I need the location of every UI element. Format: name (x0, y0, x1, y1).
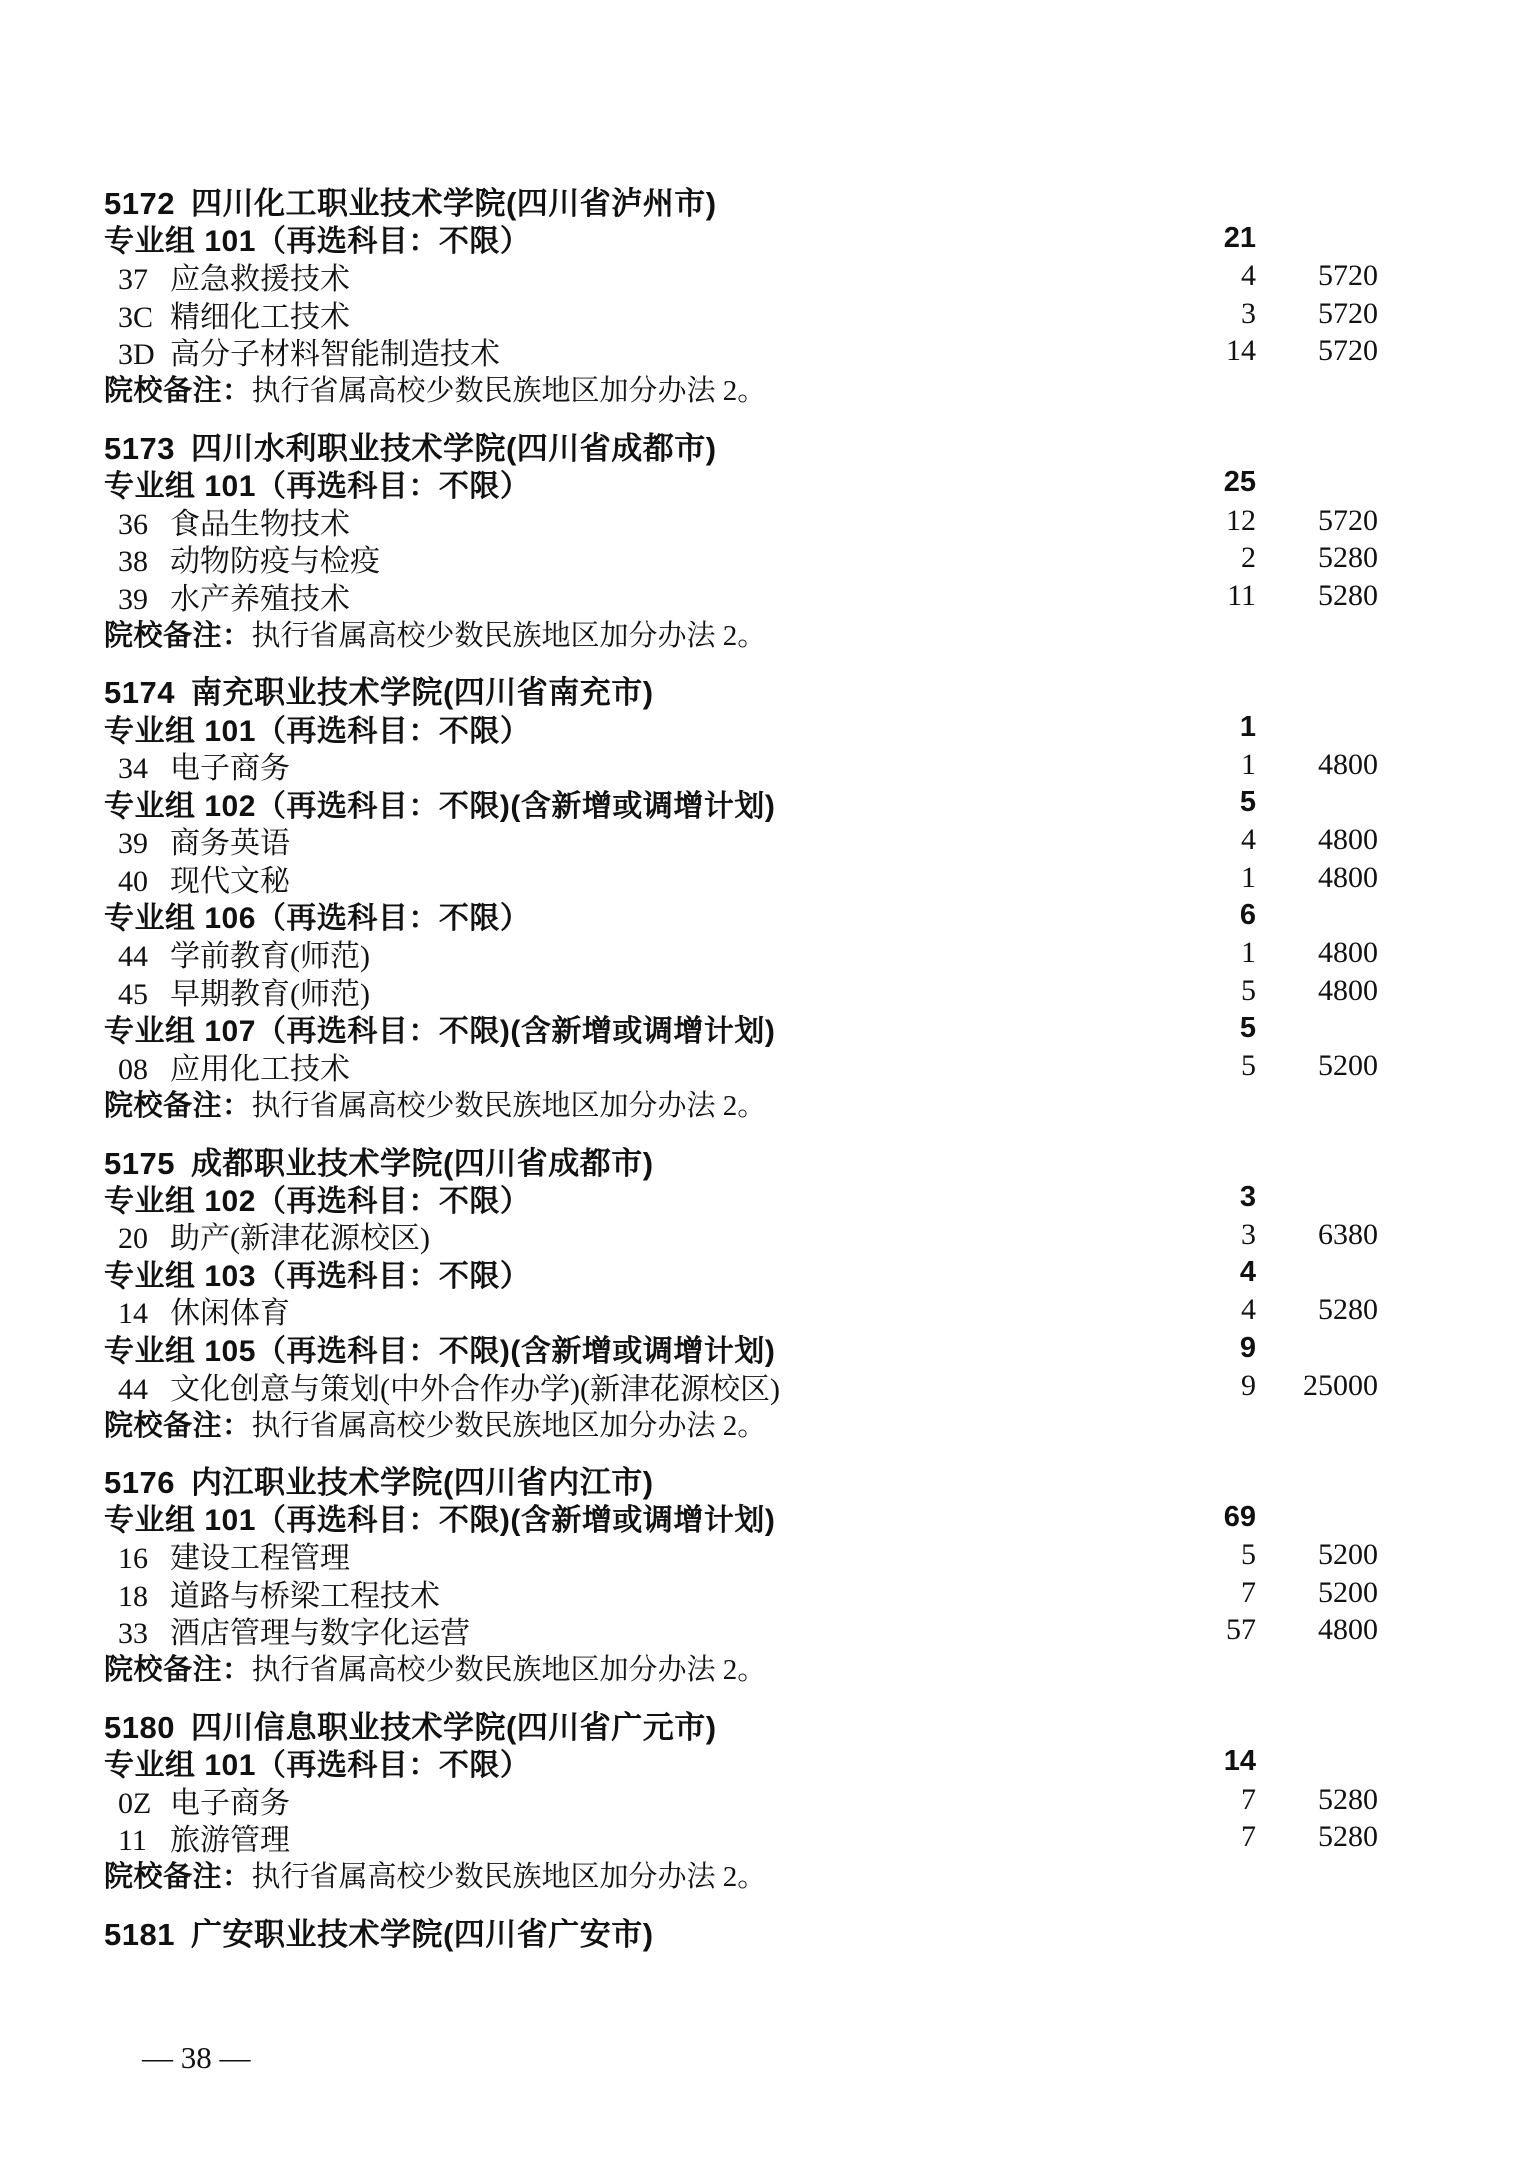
college-block (104, 1461, 1378, 1687)
college-name: 四川水利职业技术学院(四川省成都市) (190, 430, 717, 466)
major-name: 水产养殖技术 (170, 582, 350, 616)
major-name: 动物防疫与检疫 (170, 545, 380, 579)
college-header-row (104, 1706, 1378, 1744)
major-row (104, 257, 1378, 295)
major-group-label: 专业组 103（再选科目：不限） (104, 1259, 531, 1293)
major-plan-count: 12 (1226, 503, 1256, 537)
major-code: 39 (118, 827, 148, 861)
major-code: 16 (118, 1541, 148, 1575)
major-plan-count: 57 (1226, 1613, 1256, 1647)
major-tuition: 5200 (1318, 1575, 1378, 1609)
major-tuition: 4800 (1318, 1613, 1378, 1647)
row-text (104, 329, 1186, 373)
major-tuition: 5720 (1318, 258, 1378, 292)
major-row (104, 1292, 1378, 1330)
major-tuition: 6380 (1318, 1218, 1378, 1252)
group-plan-count: 6 (1239, 898, 1256, 931)
page-number: — 38 — (142, 2040, 251, 2075)
major-name: 应用化工技术 (170, 1052, 350, 1086)
remark-label: 院校备注： (104, 1861, 252, 1894)
major-name: 建设工程管理 (170, 1541, 350, 1575)
major-code: 3D (118, 338, 155, 372)
college-header-row (104, 182, 1378, 220)
major-group-row (104, 784, 1378, 822)
major-tuition: 4800 (1318, 936, 1378, 970)
group-plan-count: 21 (1223, 221, 1256, 254)
major-code: 44 (118, 940, 148, 974)
major-row (104, 1536, 1378, 1574)
major-code: 34 (118, 752, 148, 786)
major-group-row (104, 464, 1378, 502)
major-group-label: 专业组 106（再选科目：不限） (104, 902, 531, 936)
major-tuition: 5280 (1318, 578, 1378, 612)
college-block (104, 671, 1378, 1122)
remark-text: 执行省属高校少数民族地区加分办法 2。 (251, 1654, 767, 1687)
college-header-row (104, 1141, 1378, 1179)
college-code: 5173 (104, 430, 175, 466)
row-text (104, 1403, 1186, 1444)
college-code: 5175 (104, 1145, 175, 1181)
major-code: 20 (118, 1222, 148, 1256)
college-header-row (104, 1913, 1378, 1951)
major-row (104, 332, 1378, 370)
major-row (104, 539, 1378, 577)
college-code: 5181 (104, 1916, 175, 1952)
major-tuition: 5280 (1318, 1782, 1378, 1816)
major-tuition: 5280 (1318, 1820, 1378, 1854)
remark-text: 执行省属高校少数民族地区加分办法 2。 (251, 1409, 767, 1442)
major-plan-count: 9 (1241, 1368, 1256, 1402)
major-row (104, 577, 1378, 615)
college-name: 南充职业技术学院(四川省南充市) (190, 675, 654, 711)
major-group-label: 专业组 105（再选科目：不限)(含新增或调增计划) (104, 1335, 776, 1369)
row-text (104, 1044, 1186, 1088)
major-group-label: 专业组 102（再选科目：不限） (104, 1184, 531, 1218)
major-row (104, 1367, 1378, 1405)
college-remark-row (104, 1085, 1378, 1123)
major-row (104, 934, 1378, 972)
major-name: 应急救援技术 (170, 262, 350, 296)
college-remark-row (104, 1856, 1378, 1894)
college-code: 5180 (104, 1709, 175, 1745)
major-tuition: 5720 (1318, 334, 1378, 368)
major-tuition: 4800 (1318, 823, 1378, 857)
college-name: 成都职业技术学院(四川省成都市) (190, 1145, 654, 1181)
major-group-row (104, 1499, 1378, 1537)
major-row (104, 1611, 1378, 1649)
major-code: 33 (118, 1617, 148, 1651)
group-plan-count: 25 (1223, 466, 1256, 499)
remark-label: 院校备注： (104, 1654, 252, 1687)
row-text (104, 1815, 1186, 1859)
group-plan-count: 14 (1223, 1745, 1256, 1778)
major-code: 14 (118, 1297, 148, 1331)
college-name: 四川信息职业技术学院(四川省广元市) (190, 1709, 717, 1745)
major-plan-count: 5 (1241, 1048, 1256, 1082)
major-name: 商务英语 (170, 827, 290, 861)
major-code: 38 (118, 545, 148, 579)
major-group-label: 专业组 101（再选科目：不限） (104, 469, 531, 503)
college-remark-row (104, 370, 1378, 408)
college-block (104, 182, 1378, 408)
major-name: 早期教育(师范) (170, 977, 370, 1011)
major-name: 学前教育(师范) (170, 940, 370, 974)
major-name: 电子商务 (170, 1786, 290, 1820)
college-name: 四川化工职业技术学院(四川省泸州市) (190, 186, 717, 222)
row-text (104, 574, 1186, 618)
admissions-plan-document (104, 182, 1378, 1950)
major-row (104, 822, 1378, 860)
major-row (104, 746, 1378, 784)
major-plan-count: 4 (1241, 1293, 1256, 1327)
major-tuition: 5280 (1318, 1293, 1378, 1327)
major-tuition: 25000 (1303, 1368, 1378, 1402)
major-row (104, 295, 1378, 333)
row-text (104, 368, 1186, 409)
major-code: 11 (118, 1824, 147, 1858)
major-row (104, 502, 1378, 540)
major-code: 40 (118, 864, 148, 898)
major-row (104, 1216, 1378, 1254)
major-name: 旅游管理 (170, 1824, 290, 1858)
college-remark-row (104, 1649, 1378, 1687)
major-group-row (104, 1329, 1378, 1367)
major-tuition: 5200 (1318, 1537, 1378, 1571)
major-row (104, 1574, 1378, 1612)
major-name: 食品生物技术 (170, 507, 350, 541)
college-code: 5176 (104, 1465, 175, 1501)
college-header-row (104, 427, 1378, 465)
major-code: 39 (118, 582, 148, 616)
college-header-row (104, 671, 1378, 709)
group-plan-count: 5 (1239, 1011, 1256, 1044)
major-group-label: 专业组 101（再选科目：不限） (104, 714, 531, 748)
college-remark-row (104, 1404, 1378, 1442)
major-code: 36 (118, 507, 148, 541)
major-plan-count: 5 (1241, 1537, 1256, 1571)
major-name: 助产(新津花源校区) (170, 1222, 430, 1256)
major-plan-count: 4 (1241, 823, 1256, 857)
major-code: 18 (118, 1579, 148, 1613)
group-plan-count: 5 (1239, 786, 1256, 819)
major-plan-count: 4 (1241, 258, 1256, 292)
major-group-row (104, 1254, 1378, 1292)
college-block (104, 1706, 1378, 1894)
major-group-row (104, 1009, 1378, 1047)
major-plan-count: 1 (1241, 936, 1256, 970)
major-tuition: 4800 (1318, 860, 1378, 894)
row-text (104, 1909, 1186, 1954)
major-name: 道路与桥梁工程技术 (170, 1579, 440, 1613)
major-group-row (104, 1179, 1378, 1217)
major-name: 精细化工技术 (170, 300, 350, 334)
major-tuition: 5280 (1318, 541, 1378, 575)
major-code: 08 (118, 1052, 148, 1086)
major-row (104, 972, 1378, 1010)
major-code: 3C (118, 300, 154, 334)
major-row (104, 1781, 1378, 1819)
major-group-row (104, 1743, 1378, 1781)
group-plan-count: 1 (1239, 711, 1256, 744)
row-text (104, 1364, 1186, 1408)
major-group-label: 专业组 101（再选科目：不限)(含新增或调增计划) (104, 1504, 776, 1538)
college-code: 5174 (104, 675, 175, 711)
major-group-row (104, 220, 1378, 258)
major-tuition: 4800 (1318, 973, 1378, 1007)
remark-label: 院校备注： (104, 375, 252, 408)
major-plan-count: 5 (1241, 973, 1256, 1007)
row-text (104, 613, 1186, 654)
major-plan-count: 1 (1241, 748, 1256, 782)
major-plan-count: 7 (1241, 1820, 1256, 1854)
major-plan-count: 7 (1241, 1575, 1256, 1609)
major-plan-count: 3 (1241, 296, 1256, 330)
major-group-row (104, 709, 1378, 747)
remark-text: 执行省属高校少数民族地区加分办法 2。 (251, 619, 767, 652)
major-plan-count: 2 (1241, 541, 1256, 575)
group-plan-count: 3 (1239, 1181, 1256, 1214)
major-group-label: 专业组 101（再选科目：不限） (104, 1748, 531, 1782)
major-row (104, 859, 1378, 897)
major-tuition: 5720 (1318, 503, 1378, 537)
row-text (104, 1608, 1186, 1652)
major-code: 37 (118, 262, 148, 296)
college-code: 5172 (104, 186, 175, 222)
college-name: 广安职业技术学院(四川省广安市) (190, 1916, 654, 1952)
group-plan-count: 9 (1239, 1331, 1256, 1364)
major-code: 44 (118, 1372, 148, 1406)
group-plan-count: 69 (1223, 1500, 1256, 1533)
remark-label: 院校备注： (104, 1089, 252, 1122)
major-name: 电子商务 (170, 752, 290, 786)
major-code: 0Z (118, 1786, 152, 1820)
major-name: 高分子材料智能制造技术 (170, 338, 500, 372)
major-name: 酒店管理与数字化运营 (170, 1617, 470, 1651)
major-plan-count: 11 (1227, 578, 1256, 612)
major-group-label: 专业组 102（再选科目：不限)(含新增或调增计划) (104, 789, 776, 823)
major-row (104, 1818, 1378, 1856)
major-name: 休闲体育 (170, 1297, 290, 1331)
row-text (104, 1854, 1186, 1895)
major-plan-count: 7 (1241, 1782, 1256, 1816)
row-text (104, 1647, 1186, 1688)
major-group-row (104, 897, 1378, 935)
group-plan-count: 4 (1239, 1256, 1256, 1289)
college-header-row (104, 1461, 1378, 1499)
major-tuition: 5200 (1318, 1048, 1378, 1082)
college-block (104, 1141, 1378, 1442)
remark-text: 执行省属高校少数民族地区加分办法 2。 (251, 375, 767, 408)
row-text (104, 1083, 1186, 1124)
remark-text: 执行省属高校少数民族地区加分办法 2。 (251, 1861, 767, 1894)
remark-text: 执行省属高校少数民族地区加分办法 2。 (251, 1089, 767, 1122)
major-plan-count: 14 (1226, 334, 1256, 368)
college-block (104, 1913, 1378, 1951)
remark-label: 院校备注： (104, 619, 252, 652)
major-code: 45 (118, 977, 148, 1011)
college-block (104, 427, 1378, 653)
major-group-label: 专业组 107（再选科目：不限)(含新增或调增计划) (104, 1015, 776, 1049)
major-name: 现代文秘 (170, 864, 290, 898)
college-name: 内江职业技术学院(四川省内江市) (190, 1465, 654, 1501)
major-row (104, 1047, 1378, 1085)
major-plan-count: 3 (1241, 1218, 1256, 1252)
major-plan-count: 1 (1241, 860, 1256, 894)
major-tuition: 4800 (1318, 748, 1378, 782)
major-group-label: 专业组 101（再选科目：不限） (104, 225, 531, 259)
remark-label: 院校备注： (104, 1409, 252, 1442)
major-tuition: 5720 (1318, 296, 1378, 330)
major-name: 文化创意与策划(中外合作办学)(新津花源校区) (170, 1372, 780, 1406)
college-remark-row (104, 615, 1378, 653)
